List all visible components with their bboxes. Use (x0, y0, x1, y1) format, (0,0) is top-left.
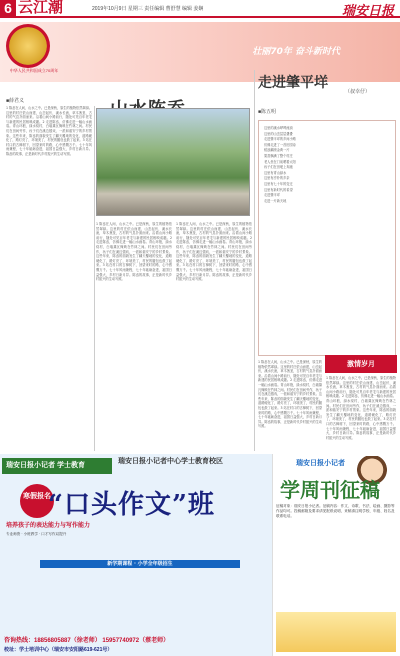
article-column-4: 1 陈岙在人间，山水之中。已是深秋，原生的植物依然翠绿。这里的村庄依山而建，山峦起伏，溪水长流，草木葱茏，古村的气息扑面而来。沿着山间小路前行，随处可见百年老宅与新建的民居相映成趣。2 走进陈岙，仿佛走进一幅山水画卷。青山环抱，绿水绕村，白墙黛瓦掩映在竹林之间。村民们在田间劳作，孩子们在溪边嬉戏，一派和谐安宁的乡村景象。这些年来，陈岙的面貌发生了翻天覆地的变化，道路硬化了，路灯亮了，环境美了，村民的腰包也鼓了起来。3 站在村口的古樟树下，回望来时的路，心中感慨万千。七十年风雨兼程，七十年砥砺奋进，祖国日益强大，乡村日新月异。陈岙的故事，正是新时代乡村振兴的生动写照。 (258, 360, 322, 429)
poem-line: 这里的山峦层层叠叠 (264, 131, 293, 136)
poem-line: 果香飘满了整个村庄 (264, 153, 293, 158)
ad-badge: 寒假报名 (20, 484, 54, 518)
poem-line: 稻浪翻滚金黄一片 (264, 148, 290, 153)
national-emblem-icon (6, 24, 50, 68)
newspaper-logo: 瑞安日报 (341, 4, 394, 19)
poem-line: 这里有淳朴的乡亲 (264, 176, 290, 181)
poem-title: 走进肇平垟 (258, 75, 328, 91)
poem-line: 这里的溪水哗哗流淌 (264, 126, 293, 130)
poem-author-line: ■陈五明 (258, 109, 277, 115)
article-author: ■薛君义 (6, 98, 25, 104)
ad-logo: 瑞安日报小记者 学士教育 (2, 458, 112, 474)
ad-highlights: 专业师资 · 小班教学 · 口才写作双提升 (6, 532, 67, 536)
banner-slogan: 壮丽70年 奋斗新时代 (252, 47, 340, 57)
ad-title: “口头作文”班 (48, 490, 215, 520)
poem-lines (264, 126, 392, 204)
emblem-caption: 中华人民共和国成立70周年 (9, 68, 59, 73)
article-column-3: 1 陈岙在人间，山水之中。已是深秋，原生的植物依然翠绿。这里的村庄依山而建，山峦起伏，溪水长流，草木葱茏，古村的气息扑面而来。沿着山间小路前行，随处可见百年老宅与新建的民居相映成趣。2 走进陈岙，仿佛走进一幅山水画卷。青山环抱，绿水绕村，白墙黛瓦掩映在竹林之间。村民们在田间劳作，孩子们在溪边嬉戏，一派和谐安宁的乡村景象。这些年来，陈岙的面貌发生了翻天覆地的变化，道路硬化了，路灯亮了，环境美了，村民的腰包也鼓了起来。3 站在村口的古樟树下，回望来时的路，心中感慨万千。七十年风雨兼程，七十年砥砺奋进，祖国日益强大，乡村日新月异。陈岙的故事，正是新时代乡村振兴的生动写照。 (176, 222, 252, 282)
anniversary-banner (0, 22, 400, 82)
poem-line: 走进肇平垟 (264, 193, 280, 198)
poem-line: 走进一片新天地 (264, 198, 287, 203)
ad-subtitle: 培养孩子的表达能力与写作能力 (6, 522, 91, 529)
submissions-title: 学周刊征稿 (280, 478, 380, 502)
poem-stamp: 激情岁月 (325, 355, 397, 373)
poem-line: 走进肇平垟的乡间小路 (264, 137, 296, 142)
article-column-2: 1 陈岙在人间，山水之中。已是深秋，原生的植物依然翠绿。这里的村庄依山而建，山峦起伏，溪水长流，草木葱茏，古村的气息扑面而来。沿着山间小路前行，随处可见百年老宅与新建的民居相映成趣。2 走进陈岙，仿佛走进一幅山水画卷。青山环抱，绿水绕村，白墙黛瓦掩映在竹林之间。村民们在田间劳作，孩子们在溪边嬉戏，一派和谐安宁的乡村景象。这些年来，陈岙的面貌发生了翻天覆地的变化，道路硬化了，路灯亮了，环境美了，村民的腰包也鼓了起来。3 站在村口的古樟树下，回望来时的路，心中感慨万千。七十年风雨兼程，七十年砥砺奋进，祖国日益强大，乡村日新月异。陈岙的故事，正是新时代乡村振兴的生动写照。 (96, 222, 172, 282)
poem-author: （叔幸仔） (345, 89, 371, 95)
article-column-1: 1 陈岙在人间，山水之中。已是深秋，原生的植物依然翠绿。这里的村庄依山而建，山峦起伏，溪水长流，草木葱茏，古村的气息扑面而来。沿着山间小路前行，随处可见百年老宅与新建的民居相映成趣。2 走进陈岙，仿佛走进一幅山水画卷。青山环抱，绿水绕村，白墙黛瓦掩映在竹林之间。村民们在田间劳作，孩子们在溪边嬉戏，一派和谐安宁的乡村景象。这些年来，陈岙的面貌发生了翻天覆地的变化，道路硬化了，路灯亮了，环境美了，村民的腰包也鼓了起来。3 站在村口的古樟树下，回望来时的路，心中感慨万千。七十年风雨兼程，七十年砥砺奋进，祖国日益强大，乡村日新月异。陈岙的故事，正是新时代乡村振兴的生动写照。 (6, 106, 92, 156)
poem-extra-text: 1 陈岙在人间，山水之中。已是深秋，原生的植物依然翠绿。这里的村庄依山而建，山峦起伏，溪水长流，草木葱茏，古村的气息扑面而来。沿着山间小路前行，随处可见百年老宅与新建的民居相映成趣。2 走进陈岙，仿佛走进一幅山水画卷。青山环抱，绿水绕村，白墙黛瓦掩映在竹林之间。村民们在田间劳作，孩子们在溪边嬉戏，一派和谐安宁的乡村景象。这些年来，陈岙的面貌发生了翻天覆地的变化，道路硬化了，路灯亮了，环境美了，村民的腰包也鼓了起来。3 站在村口的古樟树下，回望来时的路，心中感慨万千。七十年风雨兼程，七十年砥砺奋进，祖国日益强大，乡村日新月异。陈岙的故事，正是新时代乡村振兴的生动写照。 (326, 376, 396, 440)
poem-line: 这里有青山绿水 (264, 170, 287, 175)
ad-org-header: 瑞安日报小记者中心学士教育校区 (118, 457, 223, 465)
poem-line: 老人坐在门前晒着太阳 (264, 159, 296, 164)
page-number: 6 (0, 0, 16, 16)
poem-line: 这里有新时代的希望 (264, 187, 293, 192)
poem-line: 仿佛走进了一首田园诗 (264, 142, 296, 147)
village-photo (96, 108, 250, 216)
kids-illustration-icon (276, 612, 396, 652)
submissions-text: 征稿对象：瑞安日报小记者。征稿内容：作文、诗歌、书法、绘画、摄影等作品均可。投稿邮箱及要求请见报纸说明，来稿请注明学校、年级、姓名及联系电话。 (276, 504, 395, 519)
column-divider (254, 70, 255, 451)
column-divider (94, 106, 95, 451)
poem-line: 孩子们在田埂上奔跑 (264, 165, 293, 170)
issue-info: 2019年10月9日 星期三 责任编辑 曹舒慧 编辑 姜娴 (92, 6, 204, 12)
section-title: 云江潮 (18, 0, 64, 16)
poem-line: 这里有七十年的变迁 (264, 181, 293, 186)
ad-strip: 新学期课程 · 小学全年级招生 (40, 560, 240, 568)
ad-phone: 咨询热线：18856805887（徐老师） 15957740972（蔡老师） (4, 638, 170, 644)
ad-address: 校址：学士培训中心（瑞安市安阳路619-621号） (4, 647, 113, 653)
submissions-header: 瑞安日报小记者 (296, 459, 345, 467)
